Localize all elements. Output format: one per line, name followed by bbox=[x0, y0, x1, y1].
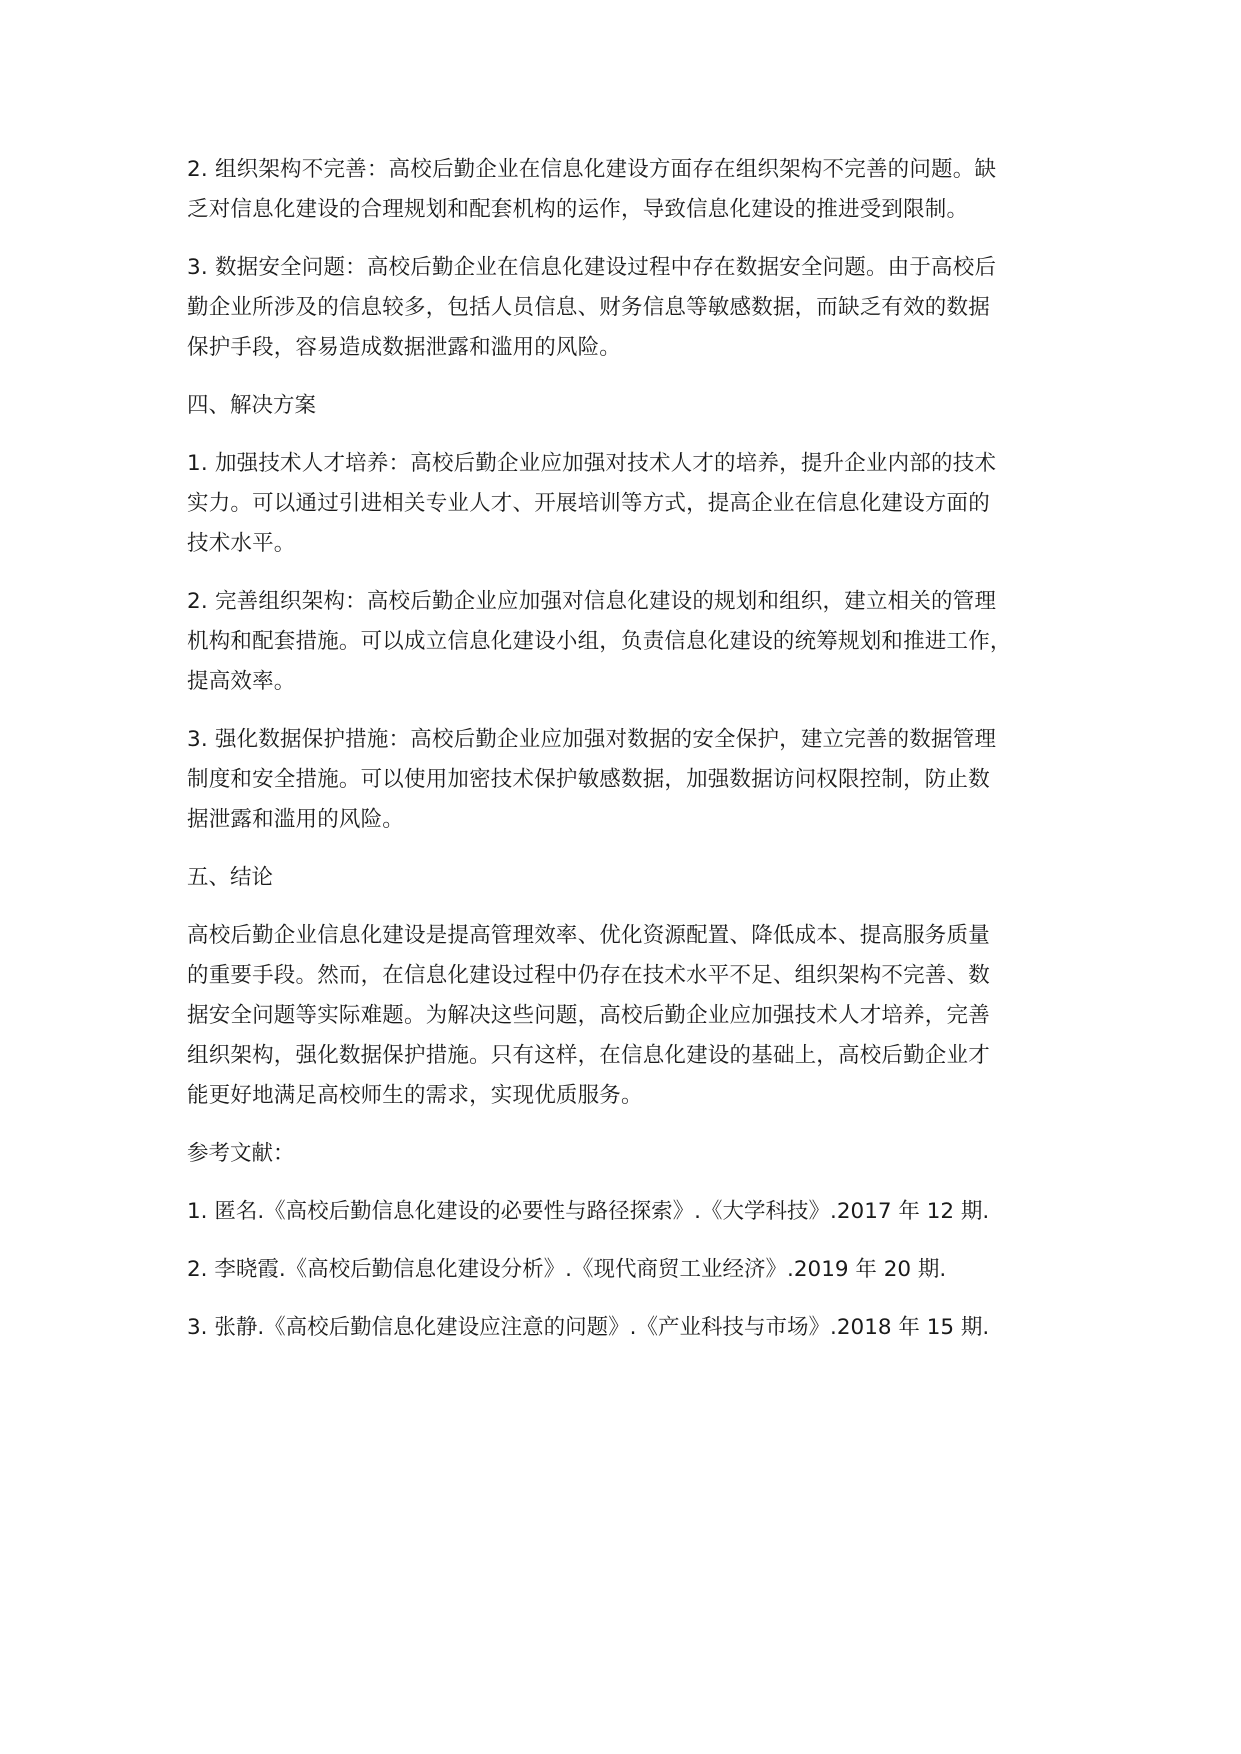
solution-2-paragraph: 2. 完善组织架构：高校后勤企业应加强对信息化建设的规划和组织，建立相关的管理 机构和配套措施。可以成立信息化建设小组，负责信息化建设的统筹规划和推进工作， 提高效率。 bbox=[187, 589, 1012, 694]
references-heading: 参考文献： bbox=[187, 1141, 295, 1166]
conclusion-paragraph: 高校后勤企业信息化建设是提高管理效率、优化资源配置、降低成本、提高服务质量 的重要手段。然而，在信息化建设过程中仍存在技术水平不足、组织架构不完善、数 据安全问题等实际难题。为解决这些问题，高校后勤企业应加强技术人才培养，完善 组织架构，强化数据保护措施。只有这样，在信息化建设的基础上，高校后勤企业才 能更好地满足高校师生的需求，实现优质服务。 bbox=[187, 923, 990, 1108]
reference-item: 3. 张静.《高校后勤信息化建设应注意的问题》.《产业科技与市场》.2018 年 15 期. bbox=[187, 1315, 990, 1340]
reference-item: 1. 匿名.《高校后勤信息化建设的必要性与路径探索》.《大学科技》.2017 年 12 期. bbox=[187, 1199, 990, 1224]
document-page bbox=[187, 150, 1077, 1366]
section-5-heading: 五、结论 bbox=[187, 865, 274, 890]
section-4-heading: 四、解决方案 bbox=[187, 393, 317, 418]
solution-1-paragraph: 1. 加强技术人才培养：高校后勤企业应加强对技术人才的培养，提升企业内部的技术 实力。可以通过引进相关专业人才、开展培训等方式，提高企业在信息化建设方面的 技术水平。 bbox=[187, 451, 997, 556]
problem-2-paragraph: 2. 组织架构不完善：高校后勤企业在信息化建设方面存在组织架构不完善的问题。缺 乏对信息化建设的合理规划和配套机构的运作，导致信息化建设的推进受到限制。 bbox=[187, 157, 997, 222]
solution-3-paragraph: 3. 强化数据保护措施：高校后勤企业应加强对数据的安全保护，建立完善的数据管理 制度和安全措施。可以使用加密技术保护敏感数据，加强数据访问权限控制，防止数 据泄露和滥用的风险。 bbox=[187, 727, 997, 832]
problem-3-paragraph: 3. 数据安全问题：高校后勤企业在信息化建设过程中存在数据安全问题。由于高校后 勤企业所涉及的信息较多，包括人员信息、财务信息等敏感数据，而缺乏有效的数据 保护手段，容易造成数据泄露和滥用的风险。 bbox=[187, 255, 997, 360]
reference-item: 2. 李晓霞.《高校后勤信息化建设分析》.《现代商贸工业经济》.2019 年 20 期. bbox=[187, 1257, 947, 1282]
